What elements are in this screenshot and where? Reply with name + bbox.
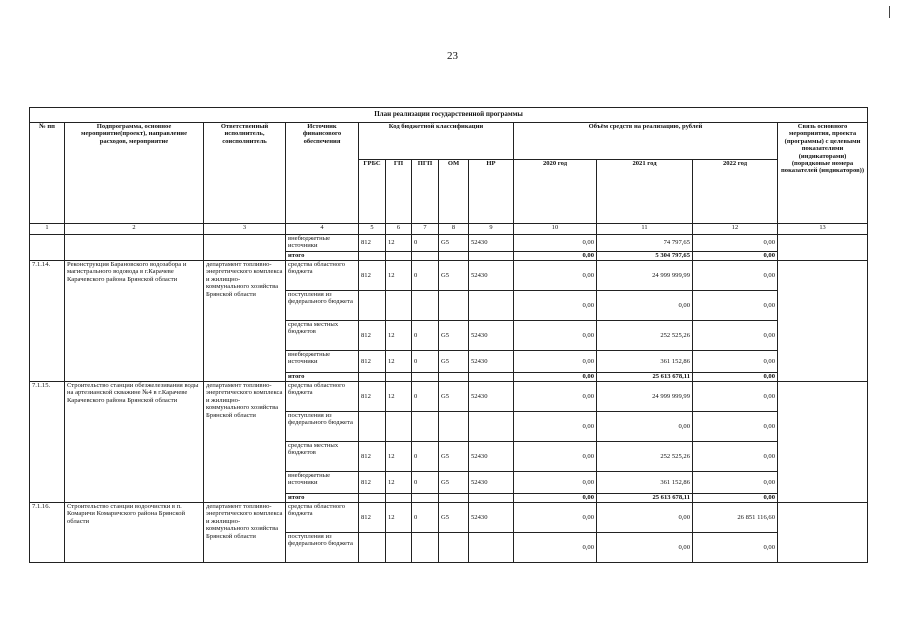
cell-np: 52430 xyxy=(469,235,514,252)
cell-source: внебюджетные источники xyxy=(286,472,359,494)
cell-2020: 0,00 xyxy=(514,382,597,412)
cell-program: Строительство станции водоочистки в п. Комаричи Комаричского района Брянской области xyxy=(65,503,204,563)
cell-om: G5 xyxy=(439,472,469,494)
cell-2022: 0,00 xyxy=(693,373,778,382)
cell-2022: 0,00 xyxy=(693,533,778,563)
cell-grbs: 812 xyxy=(359,321,386,351)
header-funds: Объём средств на реализацию, рублей xyxy=(514,123,778,160)
cell-responsible: департамент топливно-энергетического комплекса и жилищно-коммунального хозяйства Брянской области xyxy=(204,261,286,382)
scan-edge-mark xyxy=(889,6,890,18)
cell-2022: 0,00 xyxy=(693,321,778,351)
cell-link xyxy=(778,235,868,261)
cell-2021: 252 525,26 xyxy=(597,442,693,472)
cell-source: итого xyxy=(286,373,359,382)
cell-2022: 0,00 xyxy=(693,442,778,472)
column-number: 2 xyxy=(65,224,204,235)
cell-pgp: 0 xyxy=(412,351,439,373)
cell-source: средства областного бюджета xyxy=(286,261,359,291)
cell-2020: 0,00 xyxy=(514,373,597,382)
cell-source: поступления из федерального бюджета xyxy=(286,412,359,442)
cell-source: внебюджетные источники xyxy=(286,235,359,252)
cell-2021: 0,00 xyxy=(597,503,693,533)
cell-np: 52430 xyxy=(469,503,514,533)
cell-om: G5 xyxy=(439,382,469,412)
header-om: ОМ xyxy=(439,160,469,224)
header-source: Источник финансового обеспечения xyxy=(286,123,359,224)
cell-2021: 74 797,65 xyxy=(597,235,693,252)
cell-source: внебюджетные источники xyxy=(286,351,359,373)
cell-2021: 252 525,26 xyxy=(597,321,693,351)
column-number: 12 xyxy=(693,224,778,235)
cell-2022: 0,00 xyxy=(693,252,778,261)
cell-2021: 0,00 xyxy=(597,533,693,563)
column-number: 4 xyxy=(286,224,359,235)
cell-om: G5 xyxy=(439,351,469,373)
cell-2022: 0,00 xyxy=(693,261,778,291)
header-no: № пп xyxy=(30,123,65,224)
cell-np: 52430 xyxy=(469,351,514,373)
cell-gp: 12 xyxy=(386,382,412,412)
cell-2021: 361 152,86 xyxy=(597,351,693,373)
cell-grbs: 812 xyxy=(359,442,386,472)
cell-2020: 0,00 xyxy=(514,442,597,472)
header-link: Связь основного мероприятия, проекта (программы) с целевыми показателями (индикаторами) (порядковые номера показателей (индикаторов)) xyxy=(778,123,868,224)
cell-source: поступления из федерального бюджета xyxy=(286,533,359,563)
cell-source: средства местных бюджетов xyxy=(286,321,359,351)
cell-link xyxy=(778,503,868,563)
cell-2022: 0,00 xyxy=(693,291,778,321)
cell-om: G5 xyxy=(439,321,469,351)
cell-2022: 0,00 xyxy=(693,472,778,494)
cell-2022: 0,00 xyxy=(693,412,778,442)
cell-2022: 0,00 xyxy=(693,235,778,252)
cell-2021: 0,00 xyxy=(597,412,693,442)
column-number: 13 xyxy=(778,224,868,235)
cell-pgp: 0 xyxy=(412,503,439,533)
cell-gp: 12 xyxy=(386,235,412,252)
cell-responsible xyxy=(204,235,286,261)
implementation-plan-table xyxy=(29,107,868,563)
cell-program: Реконструкция Барановского водозабора и магистрального водовода в г.Карачеве Карачевского района Брянской области xyxy=(65,261,204,382)
cell-pgp: 0 xyxy=(412,235,439,252)
cell-grbs: 812 xyxy=(359,351,386,373)
cell-om: G5 xyxy=(439,503,469,533)
cell-no: 7.1.15. xyxy=(30,382,65,503)
cell-om: G5 xyxy=(439,442,469,472)
header-gp: ГП xyxy=(386,160,412,224)
cell-responsible: департамент топливно-энергетического комплекса и жилищно-коммунального хозяйства Брянской области xyxy=(204,382,286,503)
cell-np: 52430 xyxy=(469,472,514,494)
cell-gp: 12 xyxy=(386,442,412,472)
cell-grbs: 812 xyxy=(359,503,386,533)
cell-source: итого xyxy=(286,252,359,261)
cell-pgp: 0 xyxy=(412,321,439,351)
cell-no: 7.1.14. xyxy=(30,261,65,382)
column-number: 7 xyxy=(412,224,439,235)
column-number: 3 xyxy=(204,224,286,235)
column-numbers-row xyxy=(30,224,868,235)
cell-link xyxy=(778,382,868,503)
table-row xyxy=(30,503,868,533)
cell-2020: 0,00 xyxy=(514,321,597,351)
cell-gp: 12 xyxy=(386,472,412,494)
column-number: 8 xyxy=(439,224,469,235)
column-number: 5 xyxy=(359,224,386,235)
cell-grbs: 812 xyxy=(359,472,386,494)
cell-2021: 5 304 797,65 xyxy=(597,252,693,261)
header-np: НР xyxy=(469,160,514,224)
cell-2022: 0,00 xyxy=(693,382,778,412)
cell-2020: 0,00 xyxy=(514,472,597,494)
cell-np: 52430 xyxy=(469,261,514,291)
header-responsible: Ответственный исполнитель, соисполнитель xyxy=(204,123,286,224)
cell-2021: 361 152,86 xyxy=(597,472,693,494)
header-2020: 2020 год xyxy=(514,160,597,224)
column-number: 1 xyxy=(30,224,65,235)
cell-pgp: 0 xyxy=(412,261,439,291)
header-grbs: ГРБС xyxy=(359,160,386,224)
table-row xyxy=(30,382,868,412)
cell-responsible: департамент топливно-энергетического комплекса и жилищно-коммунального хозяйства Брянской области xyxy=(204,503,286,563)
column-number: 9 xyxy=(469,224,514,235)
cell-grbs: 812 xyxy=(359,261,386,291)
header-budget-code: Код бюджетной классификации xyxy=(359,123,514,160)
cell-grbs: 812 xyxy=(359,235,386,252)
cell-2021: 24 999 999,99 xyxy=(597,382,693,412)
cell-no: 7.1.16. xyxy=(30,503,65,563)
cell-gp: 12 xyxy=(386,261,412,291)
cell-2021: 0,00 xyxy=(597,291,693,321)
header-2022: 2022 год xyxy=(693,160,778,224)
cell-link xyxy=(778,261,868,382)
column-number: 10 xyxy=(514,224,597,235)
cell-2020: 0,00 xyxy=(514,252,597,261)
cell-source: средства областного бюджета xyxy=(286,382,359,412)
cell-np: 52430 xyxy=(469,442,514,472)
column-number: 6 xyxy=(386,224,412,235)
table-row xyxy=(30,261,868,291)
cell-om: G5 xyxy=(439,235,469,252)
cell-2020: 0,00 xyxy=(514,533,597,563)
table-title: План реализации государственной программы xyxy=(30,108,868,123)
cell-grbs: 812 xyxy=(359,382,386,412)
cell-2022: 0,00 xyxy=(693,351,778,373)
cell-no xyxy=(30,235,65,261)
cell-2020: 0,00 xyxy=(514,494,597,503)
cell-source: средства областного бюджета xyxy=(286,503,359,533)
cell-source: средства местных бюджетов xyxy=(286,442,359,472)
cell-2021: 25 613 678,11 xyxy=(597,494,693,503)
table-row xyxy=(30,235,868,252)
cell-program xyxy=(65,235,204,261)
cell-2020: 0,00 xyxy=(514,503,597,533)
cell-np: 52430 xyxy=(469,382,514,412)
cell-source: итого xyxy=(286,494,359,503)
cell-2022: 0,00 xyxy=(693,494,778,503)
cell-2020: 0,00 xyxy=(514,291,597,321)
cell-program: Строительство станции обезжелезивания воды на артезианской скважине №4 в г.Карачеве Карачевского района Брянской области xyxy=(65,382,204,503)
cell-om: G5 xyxy=(439,261,469,291)
header-program: Подпрограмма, основное мероприятие(проект), направление расходов, мероприятие xyxy=(65,123,204,224)
cell-np: 52430 xyxy=(469,321,514,351)
page-number: 23 xyxy=(447,50,458,62)
cell-source: поступления из федерального бюджета xyxy=(286,291,359,321)
cell-gp: 12 xyxy=(386,351,412,373)
cell-pgp: 0 xyxy=(412,472,439,494)
header-2021: 2021 год xyxy=(597,160,693,224)
cell-2020: 0,00 xyxy=(514,412,597,442)
cell-2020: 0,00 xyxy=(514,261,597,291)
cell-2020: 0,00 xyxy=(514,235,597,252)
cell-2021: 24 999 999,99 xyxy=(597,261,693,291)
column-number: 11 xyxy=(597,224,693,235)
cell-pgp: 0 xyxy=(412,442,439,472)
cell-gp: 12 xyxy=(386,321,412,351)
cell-pgp: 0 xyxy=(412,382,439,412)
header-pgp: ПГП xyxy=(412,160,439,224)
cell-gp: 12 xyxy=(386,503,412,533)
cell-2020: 0,00 xyxy=(514,351,597,373)
cell-2022: 26 851 116,60 xyxy=(693,503,778,533)
cell-2021: 25 613 678,11 xyxy=(597,373,693,382)
